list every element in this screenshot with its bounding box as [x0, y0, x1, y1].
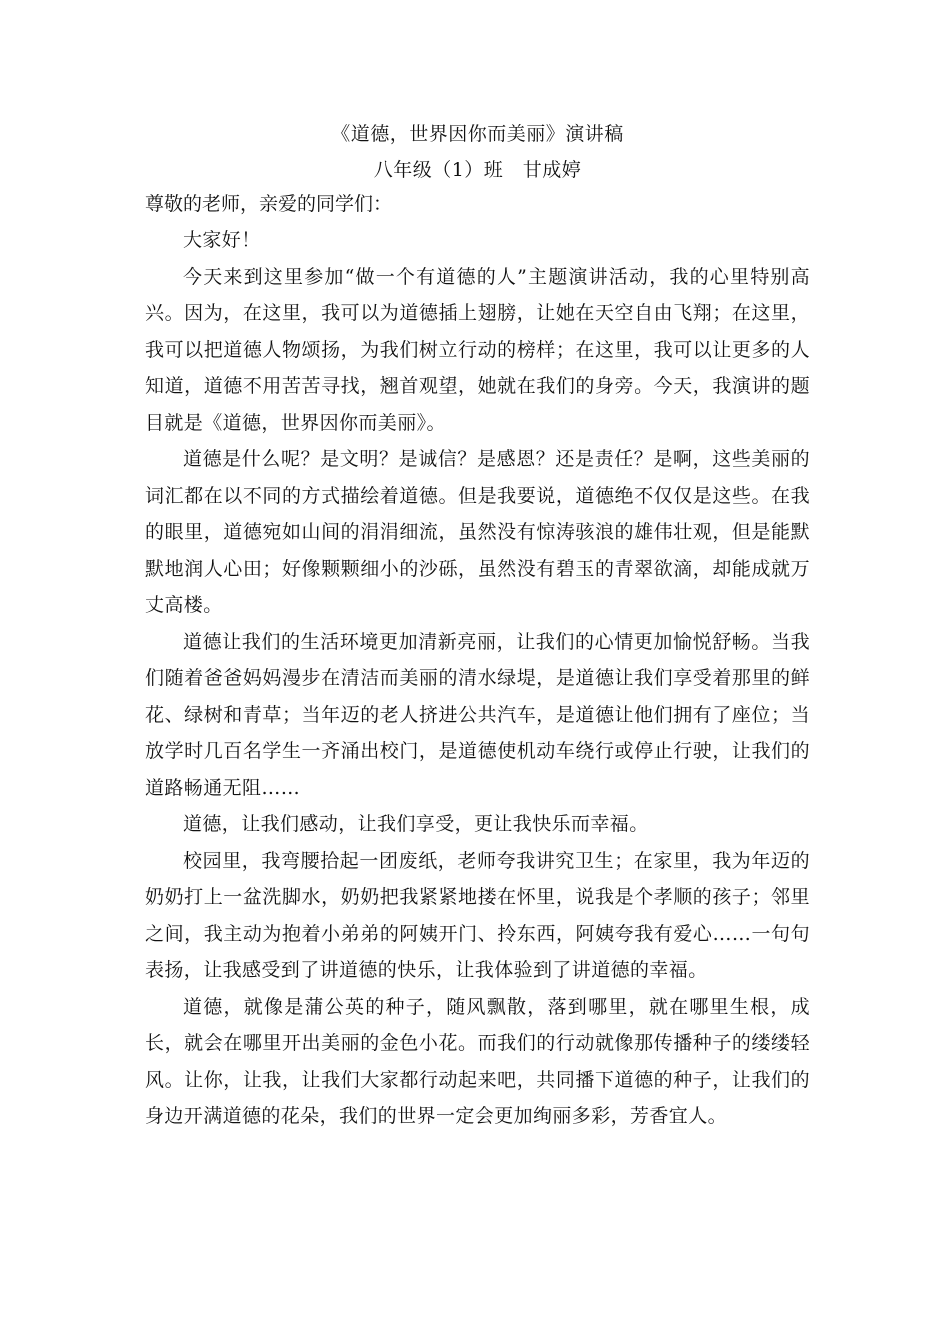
paragraph-greeting: 大家好！: [183, 229, 261, 251]
paragraph-conclusion: 道德，就像是蒲公英的种子，随风飘散，落到哪里，就在哪里生根，成长，就会在哪里开出美丽的金色小花。而我们的行动就像那传播种子的缕缕轻风。让你，让我，让我们大家都行动起来吧，共同播下道德的种子，让我们的身边开满道德的花朵，我们的世界一定会更加绚丽多彩，芳香宜人。: [145, 995, 810, 1127]
speech-title: 《道德，世界因你而美丽》演讲稿: [331, 123, 624, 145]
paragraph-happiness: 道德，让我们感动，让我们享受，更让我快乐而幸福。: [183, 813, 649, 835]
paragraph-what-is-morality: 道德是什么呢？是文明？是诚信？是感恩？还是责任？是啊，这些美丽的词汇都在以不同的方式描绘着道德。但是我要说，道德绝不仅仅是这些。在我的眼里，道德宛如山间的涓涓细流，虽然没有惊涛骇浪的雄伟壮观，但是能默默地润人心田；好像颗颗细小的沙砾，虽然没有碧玉的青翠欲滴，却能成就万丈高楼。: [145, 448, 810, 616]
salutation: 尊敬的老师，亲爱的同学们：: [145, 193, 393, 215]
paragraph-examples: 校园里，我弯腰拾起一团废纸，老师夸我讲究卫生；在家里，我为年迈的奶奶打上一盆洗脚水，奶奶把我紧紧地搂在怀里，说我是个孝顺的孩子；邻里之间，我主动为抱着小弟弟的阿姨开门、拎东西，阿姨夸我有爱心……一句句表扬，让我感受到了讲道德的快乐，让我体验到了讲道德的幸福。: [145, 849, 810, 981]
paragraph-intro: 今天来到这里参加“做一个有道德的人”主题演讲活动，我的心里特别高兴。因为，在这里，我可以为道德插上翅膀，让她在天空自由飞翔；在这里，我可以把道德人物颂扬，为我们树立行动的榜样；在这里，我可以让更多的人知道，道德不用苦苦寻找，翘首观望，她就在我们的身旁。今天，我演讲的题目就是《道德，世界因你而美丽》。: [145, 265, 810, 434]
document-body: [145, 118, 810, 1135]
byline: 八年级（1）班 甘成婷: [373, 159, 582, 181]
paragraph-environment: 道德让我们的生活环境更加清新亮丽，让我们的心情更加愉悦舒畅。当我们随着爸爸妈妈漫步在清洁而美丽的清水绿堤，是道德让我们享受着那里的鲜花、绿树和青草；当年迈的老人挤进公共汽车，是道德让他们拥有了座位；当放学时几百名学生一齐涌出校门，是道德使机动车绕行或停止行驶，让我们的道路畅通无阻……: [145, 630, 810, 799]
